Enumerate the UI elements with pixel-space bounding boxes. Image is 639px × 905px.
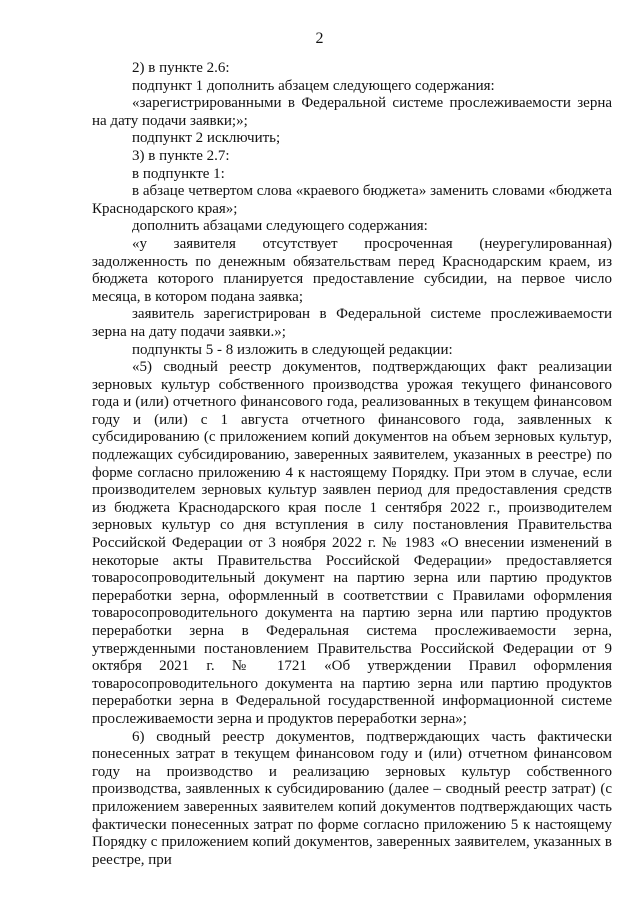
paragraph: подпункт 2 исключить; [132, 130, 281, 147]
paragraph: в абзаце четвертом слова «краевого бюджета» заменить словами «бюджета Краснодарского края»; [92, 183, 612, 217]
document-body [92, 60, 612, 869]
paragraph: дополнить абзацами следующего содержания: [132, 218, 428, 235]
paragraph: подпункт 1 дополнить абзацем следующего содержания: [132, 77, 495, 94]
paragraph: 3) в пункте 2.7: [132, 147, 230, 164]
paragraph: в подпункте 1: [132, 165, 225, 182]
paragraph: «зарегистрированными в Федеральной системе прослеживаемости зерна на дату подачи заявки;»; [92, 95, 612, 129]
paragraph: «у заявителя отсутствует просроченная (неурегулированная) задолженность по денежным обязательствам перед Краснодарским краем, из бюджета которого планируется предоставление субсидии, на первое число месяца, в котором подана заявка; [92, 235, 612, 305]
paragraph: подпункты 5 - 8 изложить в следующей редакции: [132, 341, 453, 358]
page-number: 2 [315, 30, 324, 47]
paragraph: 2) в пункте 2.6: [132, 60, 230, 76]
paragraph: 6) сводный реестр документов, подтверждающих часть фактически понесенных затрат в текущем финансовом году и (или) отчетном финансовом году на производство и реализацию зерновых культур собственного производства, заявленных к субсидированию (далее – сводный реестр затрат) (с приложением заверенных заявителем копий документов подтверждающих часть фактически понесенных затрат по форме согласно приложению 5 к настоящему Порядку с приложением копий документов, заверенных заявителем, указанных в реестре, при [92, 728, 612, 868]
paragraph: «5) сводный реестр документов, подтверждающих факт реализации зерновых культур собственного производства урожая текущего финансового года и (или) отчетного финансового года, реализованных в текущем финансовом году и (или) с 1 августа отчетного финансового года, заявленных к субсидированию (с приложением копий документов на объем зерновых культур, подлежащих субсидированию, заверенных заявителем, указанных в реестре) по форме согласно приложению 4 к настоящему Порядку. При этом в случае, если производителем зерновых культур заявлен период для предоставления средств из бюджета Краснодарского края после 1 сентября 2022 г., производителем зерновых культур со дня вступления в силу постановления Правительства Российской Федерации от 3 ноября 2022 г. № 1983 «О внесении изменений в некоторые акты Правительства Российской Федерации» предоставляется товаросопроводительный документ на партию зерна или партию продуктов переработки зерна, оформленный в соответствии с Правилами оформления товаросопроводительного документа на партию зерна или партию продуктов переработки зерна в Федеральная система прослеживаемости зерна, утвержденными постановлением Правительства Российской Федерации от 9 октября 2021 г. № 1721 «Об утверждении Правил оформления товаросопроводительного документа на партию зерна или партию продуктов переработки зерна в Федеральной государственной информационной системе прослеживаемости зерна и продуктов переработки зерна»; [92, 359, 612, 727]
paragraph: заявитель зарегистрирован в Федеральной системе прослеживаемости зерна на дату подачи заявки.»; [92, 306, 612, 340]
